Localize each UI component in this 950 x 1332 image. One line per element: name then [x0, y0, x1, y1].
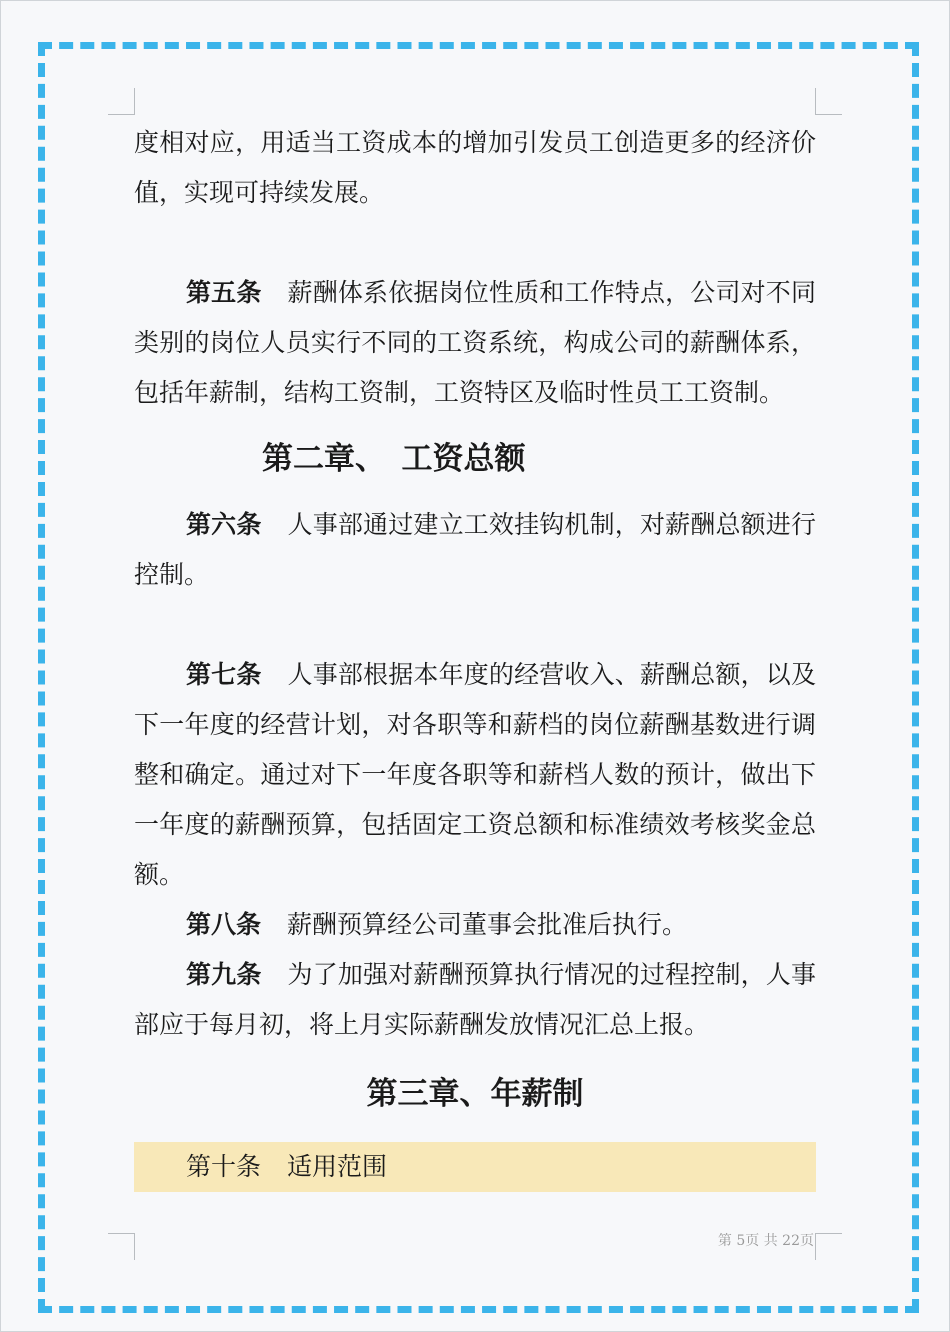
- article-9: [134, 950, 816, 1050]
- article-6: [134, 500, 816, 600]
- article-text: 人事部通过建立工效挂钩机制，对薪酬总额进行控制。: [134, 510, 816, 589]
- article-label: 第九条: [186, 960, 262, 989]
- article-text: 薪酬体系依据岗位性质和工作特点，公司对不同类别的岗位人员实行不同的工资系统，构成公司的薪酬体系，包括年薪制，结构工资制，工资特区及临时性员工工资制。: [134, 278, 816, 407]
- page-number: 第 5页 共 22页: [717, 1233, 814, 1249]
- article-text: 人事部根据本年度的经营收入、薪酬总额，以及下一年度的经营计划，对各职等和薪档的岗位薪酬基数进行调整和确定。通过对下一年度各职等和薪档人数的预计，做出下一年度的薪酬预算，包括固定工资总额和标准绩效考核奖金总额。: [134, 660, 816, 889]
- margin-mark-bottom-left: [108, 1233, 135, 1260]
- margin-mark-top-right: [815, 88, 842, 115]
- article-label: 第十条: [186, 1152, 262, 1181]
- article-text: 适用范围: [287, 1152, 388, 1181]
- document-body: [134, 118, 816, 1192]
- article-label: 第五条: [186, 278, 262, 307]
- article-label: 第八条: [186, 910, 262, 939]
- blank-line: [134, 218, 816, 268]
- margin-mark-bottom-right: [815, 1233, 842, 1260]
- article-5: [134, 268, 816, 418]
- blank-line: [134, 600, 816, 650]
- margin-mark-top-left: [108, 88, 135, 115]
- article-label: 第六条: [186, 510, 262, 539]
- chapter-heading-2: 第二章、 工资总额: [262, 441, 526, 477]
- article-label: 第七条: [186, 660, 262, 689]
- chapter-heading-3: 第三章、年薪制: [366, 1076, 584, 1112]
- article-7: [134, 650, 816, 900]
- article-8: [134, 900, 816, 950]
- article-10-highlighted: [134, 1142, 816, 1192]
- article-text: 薪酬预算经公司董事会批准后执行。: [287, 910, 688, 939]
- article-text: 为了加强对薪酬预算执行情况的过程控制，人事部应于每月初，将上月实际薪酬发放情况汇总上报。: [134, 960, 816, 1039]
- paragraph-continuation: 度相对应，用适当工资成本的增加引发员工创造更多的经济价值，实现可持续发展。: [134, 128, 816, 207]
